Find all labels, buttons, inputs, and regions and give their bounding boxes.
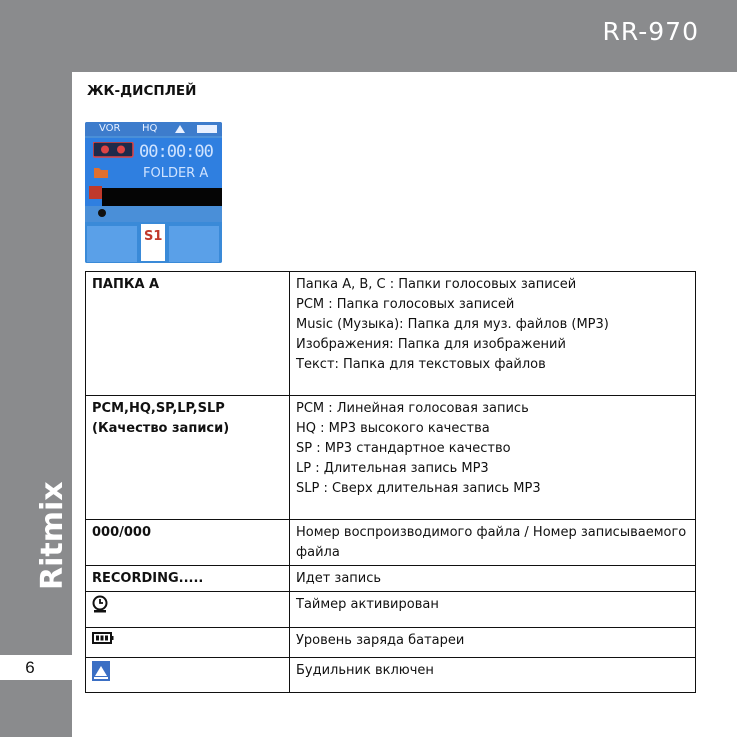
timer-icon	[92, 595, 108, 613]
page-number: 6	[25, 658, 35, 677]
row-key	[86, 658, 290, 693]
row-key-line: PCM,HQ,SP,LP,SLP	[92, 401, 225, 416]
battery-icon	[92, 631, 114, 645]
ritmix-logo	[14, 472, 74, 592]
brand-text: Ritmix	[35, 481, 70, 590]
alarm-icon	[173, 124, 187, 134]
row-line: Music (Музыка): Папка для муз. файлов (MP3)	[296, 317, 609, 332]
table-row	[86, 396, 696, 520]
top-band	[0, 0, 737, 72]
row-value: Таймер активирован	[290, 592, 696, 628]
table-row	[86, 566, 696, 592]
row-value	[290, 396, 696, 520]
table-row	[86, 628, 696, 658]
row-line: Папка A, B, C : Папки голосовых записей	[296, 277, 577, 292]
row-line: SLP : Сверх длительная запись MP3	[296, 481, 541, 496]
row-line: Текст: Папка для текстовых файлов	[296, 357, 546, 372]
row-key-line: (Качество записи)	[92, 421, 230, 436]
row-value: Идет запись	[290, 566, 696, 592]
record-icon	[93, 142, 135, 158]
lcd-time: 00:00:00	[139, 142, 213, 162]
row-key	[86, 592, 290, 628]
lcd-display-image	[85, 122, 222, 263]
lcd-status-bar	[85, 122, 222, 136]
lcd-level-area	[85, 222, 222, 263]
model-name: RR-970	[602, 17, 699, 46]
row-line: Изображения: Папка для изображений	[296, 337, 566, 352]
table-row	[86, 658, 696, 693]
row-line: PCM : Папка голосовых записей	[296, 297, 515, 312]
row-value	[290, 272, 696, 396]
info-table	[85, 271, 696, 693]
row-key	[86, 396, 290, 520]
row-line: HQ : MP3 высокого качества	[296, 421, 490, 436]
table-row	[86, 520, 696, 566]
lcd-folder: FOLDER A	[143, 166, 209, 181]
lcd-text-line	[102, 188, 222, 206]
level-meter-icon	[85, 222, 222, 263]
row-line: PCM : Линейная голосовая запись	[296, 401, 529, 416]
page-number-box	[0, 655, 72, 680]
row-key	[86, 628, 290, 658]
row-value: Уровень заряда батареи	[290, 628, 696, 658]
row-value: Будильник включен	[290, 658, 696, 693]
table-row	[86, 272, 696, 396]
lcd-mode: S1	[144, 229, 163, 244]
file-icon	[89, 186, 103, 200]
row-line: SP : MP3 стандартное качество	[296, 441, 511, 456]
lcd-vor-label: VOR	[99, 123, 121, 134]
row-key: RECORDING.....	[86, 566, 290, 592]
section-title: ЖК-ДИСПЛЕЙ	[87, 83, 197, 99]
row-value: Номер воспроизводимого файла / Номер записываемого файла	[290, 520, 696, 566]
lcd-hq-label: HQ	[142, 123, 158, 134]
row-key: ПАПКА А	[86, 272, 290, 396]
side-band	[0, 72, 72, 737]
stop-icon	[97, 208, 107, 218]
table-row	[86, 592, 696, 628]
battery-icon	[197, 125, 219, 133]
row-key: 000/000	[86, 520, 290, 566]
row-line: LP : Длительная запись MP3	[296, 461, 489, 476]
folder-icon	[94, 166, 108, 178]
alarm-icon	[92, 661, 110, 681]
